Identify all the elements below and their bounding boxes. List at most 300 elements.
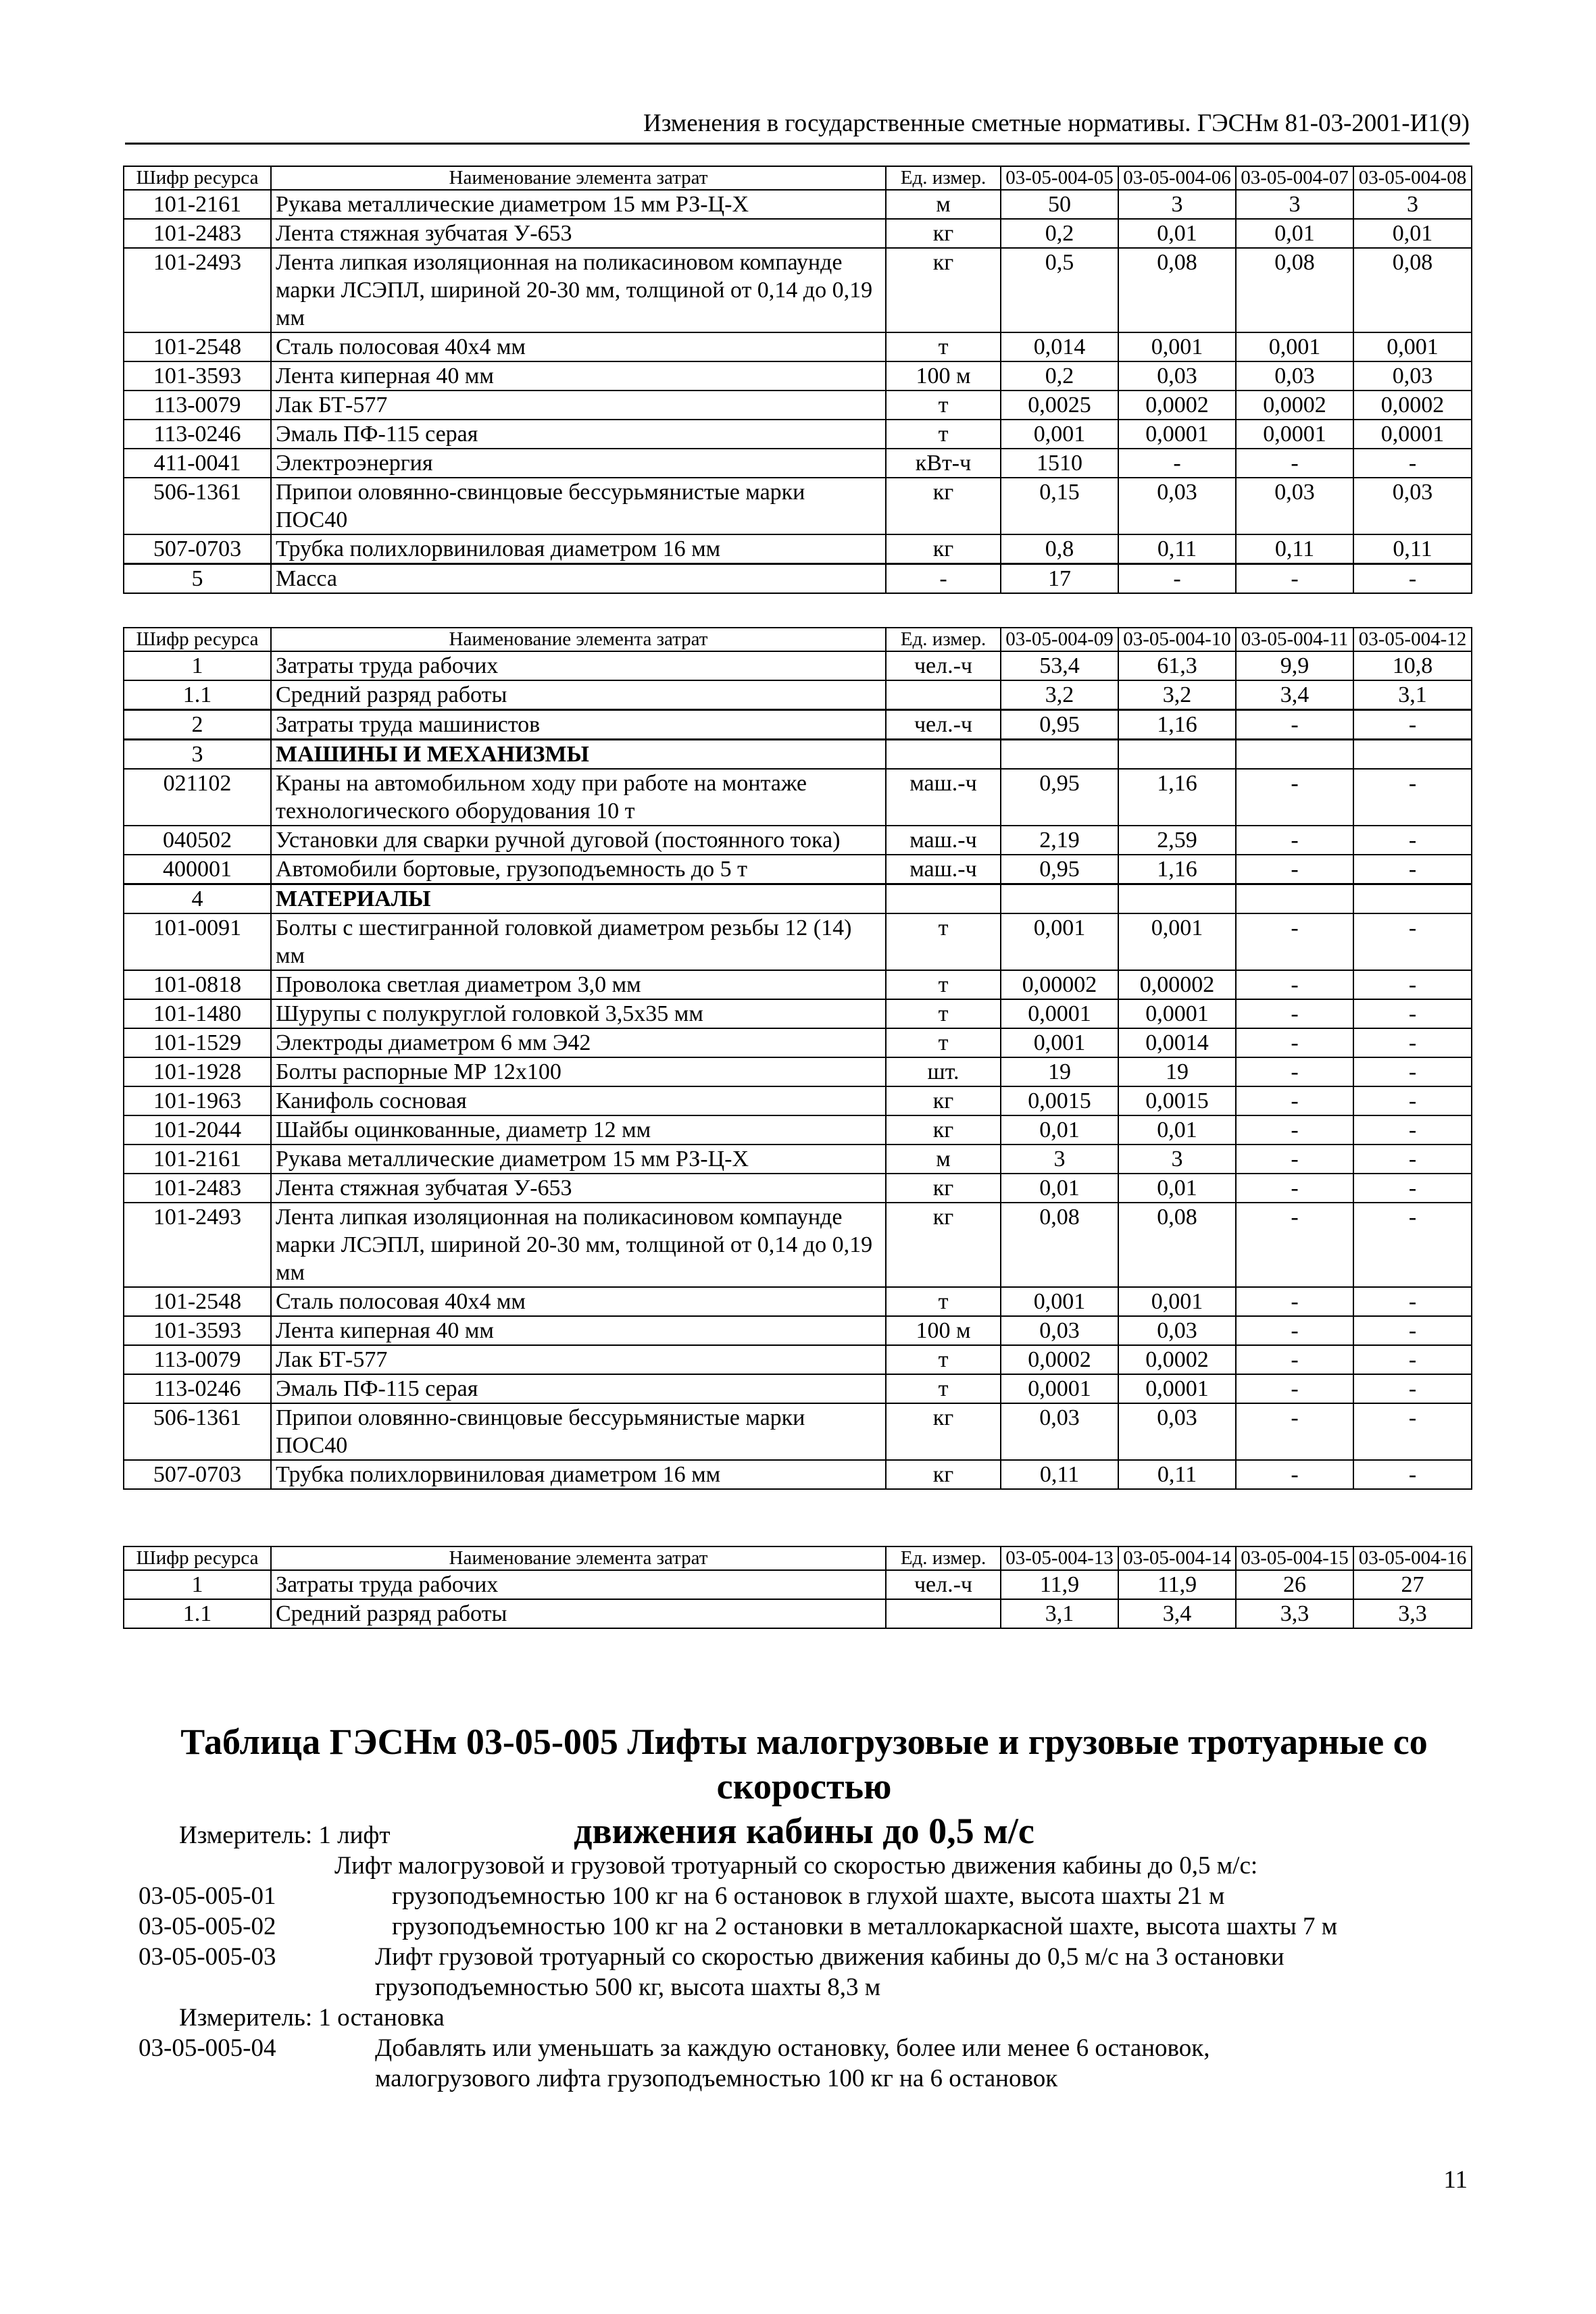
cell-value: 3,4 [1236,680,1353,710]
cell-value: 0,2 [1001,361,1118,391]
cell-value: - [1236,1287,1353,1316]
cell-name: Припои оловянно-свинцовые бессурьмянистые марки ПОС40 [271,478,886,534]
cell-name: Болты распорные МР 12х100 [271,1057,886,1086]
cell-code: 400001 [124,855,271,884]
cell-value: 0,001 [1001,913,1118,970]
cell-unit: т [886,1028,1001,1057]
cell-unit: 100 м [886,1316,1001,1345]
cell-value: 3 [1236,190,1353,219]
cell-unit [886,884,1001,914]
cell-name: Рукава металлические диаметром 15 мм РЗ-Ц-Х [271,1145,886,1174]
header-name: Наименование элемента затрат [271,1546,886,1570]
cell-code: 101-2548 [124,332,271,361]
cell-value: 0,0014 [1118,1028,1236,1057]
cell-value: 0,03 [1001,1316,1118,1345]
item-text: грузоподъемностью 100 кг на 2 остановки в металлокаркасной шахте, высота шахты 7 м [392,1913,1338,1940]
cell-code: 411-0041 [124,449,271,478]
cell-value: 2,19 [1001,826,1118,855]
cell-code: 101-2483 [124,1174,271,1203]
table-row [124,999,1472,1028]
cell-value: 0,01 [1118,219,1236,248]
cell-value: - [1236,1086,1353,1115]
cell-code: 040502 [124,826,271,855]
cell-value: 0,11 [1001,1460,1118,1489]
cell-value: - [1353,1057,1472,1086]
cell-unit: кг [886,1203,1001,1287]
header-norm-code: 03-05-004-06 [1118,166,1236,190]
table-row [124,970,1472,999]
header-name: Наименование элемента затрат [271,628,886,651]
cell-name: Эмаль ПФ-115 серая [271,1374,886,1403]
cell-name: Лента киперная 40 мм [271,1316,886,1345]
cell-value: - [1236,1174,1353,1203]
cell-name: Болты с шестигранной головкой диаметром резьбы 12 (14) мм [271,913,886,970]
cell-value: - [1353,1174,1472,1203]
cell-value: 1,16 [1118,710,1236,740]
cell-code: 507-0703 [124,534,271,564]
table-row [124,651,1472,680]
cell-value: - [1236,564,1353,594]
cell-value: - [1353,1403,1472,1460]
cell-value: 0,11 [1118,534,1236,564]
item-code: 03-05-005-02 [139,1913,276,1940]
header-norm-code: 03-05-004-07 [1236,166,1353,190]
cell-unit: т [886,391,1001,420]
cell-value: 0,03 [1001,1403,1118,1460]
resource-table-3 [123,1546,1472,1629]
table-row [124,1374,1472,1403]
cell-value: 0,03 [1353,361,1472,391]
cell-name: Лента липкая изоляционная на поликасиновом компаунде марки ЛСЭПЛ, шириной 20-30 мм, толщиной от 0,14 до 0,19 мм [271,248,886,332]
cell-value: - [1236,1374,1353,1403]
cell-name: Лента стяжная зубчатая У-653 [271,1174,886,1203]
cell-code: 506-1361 [124,478,271,534]
table-row [124,1203,1472,1287]
cell-code: 101-1480 [124,999,271,1028]
cell-name: Лента киперная 40 мм [271,361,886,391]
table-row [124,534,1472,564]
cell-value: 2,59 [1118,826,1236,855]
cell-value: 0,15 [1001,478,1118,534]
cell-code: 101-2548 [124,1287,271,1316]
cell-name: Затраты труда машинистов [271,710,886,740]
cell-value [1118,884,1236,914]
cell-name: Лента липкая изоляционная на поликасиновом компаунде марки ЛСЭПЛ, шириной 20-30 мм, толщиной от 0,14 до 0,19 мм [271,1203,886,1287]
cell-code: 101-1963 [124,1086,271,1115]
header-name: Наименование элемента затрат [271,166,886,190]
cell-unit: кг [886,1115,1001,1145]
cell-value: 0,11 [1353,534,1472,564]
table-row [124,361,1472,391]
cell-value: - [1353,826,1472,855]
cell-value: 0,0001 [1236,420,1353,449]
cell-value: 0,0001 [1001,1374,1118,1403]
cell-unit: т [886,420,1001,449]
cell-name: Канифоль сосновая [271,1086,886,1115]
section-title-line1: Таблица ГЭСНм 03-05-005 Лифты малогрузовые и грузовые тротуарные со скоростью [180,1721,1428,1807]
cell-value: 10,8 [1353,651,1472,680]
cell-unit: маш.-ч [886,769,1001,826]
cell-code: 506-1361 [124,1403,271,1460]
measure-2: Измеритель: 1 остановка [179,2004,445,2032]
cell-value: 3 [1118,190,1236,219]
cell-value: - [1353,1460,1472,1489]
cell-value: 0,0001 [1118,999,1236,1028]
cell-code: 101-2483 [124,219,271,248]
cell-value: 0,001 [1353,332,1472,361]
cell-value: 0,03 [1236,478,1353,534]
cell-value: - [1236,855,1353,884]
cell-value: 0,0002 [1001,1345,1118,1374]
cell-code: 113-0246 [124,1374,271,1403]
table-row [124,884,1472,914]
cell-value: 0,01 [1118,1174,1236,1203]
cell-value [1001,740,1118,770]
header-norm-code: 03-05-004-14 [1118,1546,1236,1570]
table-row [124,680,1472,710]
cell-code: 101-3593 [124,1316,271,1345]
cell-value: 0,001 [1236,332,1353,361]
header-unit: Ед. измер. [886,628,1001,651]
cell-value: 17 [1001,564,1118,594]
cell-value: 0,0015 [1001,1086,1118,1115]
table-row [124,1599,1472,1628]
cell-name: Электроэнергия [271,449,886,478]
cell-value: 0,03 [1118,1316,1236,1345]
header-code: Шифр ресурса [124,166,271,190]
cell-value: 0,01 [1236,219,1353,248]
intro-text: Лифт малогрузовой и грузовой тротуарный со скоростью движения кабины до 0,5 м/с: [334,1852,1258,1880]
cell-value: - [1236,1057,1353,1086]
cell-unit: кг [886,1174,1001,1203]
cell-name: Припои оловянно-свинцовые бессурьмянистые марки ПОС40 [271,1403,886,1460]
cell-code: 113-0246 [124,420,271,449]
cell-value: 3 [1353,190,1472,219]
cell-unit: кг [886,1086,1001,1115]
cell-value: - [1236,970,1353,999]
cell-name: Шайбы оцинкованные, диаметр 12 мм [271,1115,886,1145]
cell-value: - [1236,999,1353,1028]
cell-value: - [1353,564,1472,594]
cell-value: 0,01 [1353,219,1472,248]
cell-name: Сталь полосовая 40х4 мм [271,1287,886,1316]
table-row [124,478,1472,534]
header-norm-code: 03-05-004-12 [1353,628,1472,651]
measure-1: Измеритель: 1 лифт [179,1821,391,1849]
item-text: грузоподъемностью 100 кг на 6 остановок в глухой шахте, высота шахты 21 м [392,1882,1225,1910]
table-row [124,1287,1472,1316]
cell-unit: кВт-ч [886,449,1001,478]
cell-name: Средний разряд работы [271,1599,886,1628]
header-norm-code: 03-05-004-11 [1236,628,1353,651]
table-row [124,710,1472,740]
cell-unit: - [886,564,1001,594]
table-row [124,1316,1472,1345]
cell-value: 0,01 [1001,1174,1118,1203]
cell-code: 021102 [124,769,271,826]
cell-value: 27 [1353,1570,1472,1599]
table-row [124,1460,1472,1489]
cell-value: 19 [1001,1057,1118,1086]
header-code: Шифр ресурса [124,628,271,651]
cell-value: - [1236,1316,1353,1345]
cell-name: Лента стяжная зубчатая У-653 [271,219,886,248]
cell-code: 101-2161 [124,190,271,219]
table-row [124,1086,1472,1115]
cell-value: 19 [1118,1057,1236,1086]
table-row [124,1345,1472,1374]
cell-unit: т [886,913,1001,970]
cell-value: - [1353,1145,1472,1174]
cell-code: 507-0703 [124,1460,271,1489]
cell-value: 3,4 [1118,1599,1236,1628]
cell-code: 101-0091 [124,913,271,970]
cell-value: 0,03 [1236,361,1353,391]
cell-name: Рукава металлические диаметром 15 мм РЗ-Ц-Х [271,190,886,219]
cell-value: 0,03 [1118,1403,1236,1460]
cell-value: 11,9 [1118,1570,1236,1599]
cell-value: 0,08 [1118,248,1236,332]
cell-value [1236,740,1353,770]
cell-value: 0,11 [1118,1460,1236,1489]
cell-value: 0,0001 [1353,420,1472,449]
cell-value: - [1236,1145,1353,1174]
cell-unit: т [886,332,1001,361]
table-row [124,1403,1472,1460]
cell-code: 101-1928 [124,1057,271,1086]
cell-value [1353,740,1472,770]
cell-value: 0,01 [1118,1115,1236,1145]
cell-value [1001,884,1118,914]
cell-name: Установки для сварки ручной дуговой (постоянного тока) [271,826,886,855]
cell-value: 0,01 [1001,1115,1118,1145]
cell-unit: т [886,1345,1001,1374]
cell-value: 0,001 [1118,1287,1236,1316]
cell-value [1353,884,1472,914]
cell-value: 0,2 [1001,219,1118,248]
cell-value: - [1118,449,1236,478]
cell-name: Лак БТ-577 [271,391,886,420]
cell-unit: т [886,999,1001,1028]
cell-value: 0,0001 [1118,420,1236,449]
cell-value: 61,3 [1118,651,1236,680]
cell-unit: кг [886,248,1001,332]
cell-unit: м [886,190,1001,219]
cell-unit: маш.-ч [886,855,1001,884]
cell-value: 1510 [1001,449,1118,478]
cell-value [1118,740,1236,770]
cell-value: 26 [1236,1570,1353,1599]
cell-unit: кг [886,1403,1001,1460]
cell-value: - [1353,1374,1472,1403]
cell-unit: маш.-ч [886,826,1001,855]
header-norm-code: 03-05-004-09 [1001,628,1118,651]
cell-code: 101-0818 [124,970,271,999]
cell-value: 0,0001 [1118,1374,1236,1403]
cell-name: Шурупы с полукруглой головкой 3,5х35 мм [271,999,886,1028]
cell-unit: 100 м [886,361,1001,391]
cell-value: - [1236,913,1353,970]
cell-value: 3,2 [1001,680,1118,710]
item-text: Добавлять или уменьшать за каждую остановку, более или менее 6 остановок, [375,2034,1210,2062]
cell-code: 101-2161 [124,1145,271,1174]
cell-name: Средний разряд работы [271,680,886,710]
cell-unit: т [886,1374,1001,1403]
cell-unit [886,1599,1001,1628]
table-row [124,219,1472,248]
cell-value: 0,0002 [1118,1345,1236,1374]
cell-value: 3 [1118,1145,1236,1174]
cell-code: 1.1 [124,1599,271,1628]
cell-value: 0,001 [1001,1287,1118,1316]
cell-value: 0,08 [1118,1203,1236,1287]
table-header-row [124,628,1472,651]
table-row [124,391,1472,420]
header-norm-code: 03-05-004-13 [1001,1546,1118,1570]
cell-code: 1 [124,651,271,680]
cell-code: 2 [124,710,271,740]
cell-value: 0,95 [1001,769,1118,826]
cell-value: - [1236,1115,1353,1145]
cell-unit: шт. [886,1057,1001,1086]
header-text: Изменения в государственные сметные нормативы. ГЭСНм 81-03-2001-И1(9) [643,109,1470,137]
cell-code: 1.1 [124,680,271,710]
header-norm-code: 03-05-004-16 [1353,1546,1472,1570]
cell-value: 0,0001 [1001,999,1118,1028]
cell-value: - [1353,1028,1472,1057]
cell-code: 5 [124,564,271,594]
cell-value: 0,001 [1001,1028,1118,1057]
cell-value: 0,0002 [1236,391,1353,420]
cell-name: Лак БТ-577 [271,1345,886,1374]
header-unit: Ед. измер. [886,166,1001,190]
header-norm-code: 03-05-004-10 [1118,628,1236,651]
cell-unit: м [886,1145,1001,1174]
table-row [124,564,1472,594]
cell-code: 4 [124,884,271,914]
cell-value: 0,014 [1001,332,1118,361]
cell-value: 0,8 [1001,534,1118,564]
cell-value: - [1236,710,1353,740]
cell-value: 0,001 [1118,913,1236,970]
cell-value: 0,001 [1118,332,1236,361]
resource-table-1 [123,166,1472,594]
cell-value: 1,16 [1118,769,1236,826]
cell-value: - [1236,1203,1353,1287]
cell-value: 50 [1001,190,1118,219]
cell-value: 3,3 [1353,1599,1472,1628]
cell-value: 0,11 [1236,534,1353,564]
cell-name: Проволока светлая диаметром 3,0 мм [271,970,886,999]
header-code: Шифр ресурса [124,1546,271,1570]
table-row [124,248,1472,332]
cell-value: 0,001 [1001,420,1118,449]
cell-unit: кг [886,219,1001,248]
cell-name [271,884,886,914]
cell-value: - [1353,710,1472,740]
cell-unit [886,740,1001,770]
cell-value: 0,08 [1353,248,1472,332]
cell-value: - [1353,855,1472,884]
header-norm-code: 03-05-004-05 [1001,166,1118,190]
cell-value: 3,1 [1001,1599,1118,1628]
running-header [125,105,1470,145]
cell-value: 0,00002 [1118,970,1236,999]
table-row [124,1057,1472,1086]
cell-value: 53,4 [1001,651,1118,680]
cell-value: 0,5 [1001,248,1118,332]
cell-unit: т [886,970,1001,999]
cell-code: 101-2493 [124,1203,271,1287]
cell-value: 9,9 [1236,651,1353,680]
cell-value [1236,884,1353,914]
header-norm-code: 03-05-004-08 [1353,166,1472,190]
cell-name: Эмаль ПФ-115 серая [271,420,886,449]
cell-value: - [1353,913,1472,970]
cell-value: - [1236,1403,1353,1460]
cell-unit: кг [886,534,1001,564]
table-row [124,1115,1472,1145]
table-row [124,420,1472,449]
cell-name: Затраты труда рабочих [271,1570,886,1599]
cell-name: Масса [271,564,886,594]
cell-value: 0,00002 [1001,970,1118,999]
cell-value: - [1353,1287,1472,1316]
cell-value: - [1353,999,1472,1028]
table-header-row [124,166,1472,190]
table-row [124,1570,1472,1599]
cell-name [271,740,886,770]
resource-table-2 [123,627,1472,1490]
table-row [124,769,1472,826]
item-text-cont: малогрузового лифта грузоподъемностью 100 кг на 6 остановок [375,2065,1058,2092]
cell-value: 3,1 [1353,680,1472,710]
item-code: 03-05-005-03 [139,1943,276,1971]
cell-code: 101-3593 [124,361,271,391]
table-row [124,332,1472,361]
cell-unit: кг [886,478,1001,534]
item-code: 03-05-005-01 [139,1882,276,1910]
header-unit: Ед. измер. [886,1546,1001,1570]
section-heading: МАТЕРИАЛЫ [276,886,431,911]
cell-unit: кг [886,1460,1001,1489]
cell-value: 0,03 [1118,361,1236,391]
cell-value: 3,2 [1118,680,1236,710]
cell-value: - [1353,1115,1472,1145]
item-text-cont: грузоподъемностью 500 кг, высота шахты 8,3 м [375,1973,881,2001]
cell-value: 0,08 [1236,248,1353,332]
cell-code: 1 [124,1570,271,1599]
cell-value: 3 [1001,1145,1118,1174]
cell-code: 101-2044 [124,1115,271,1145]
cell-value: - [1236,1028,1353,1057]
cell-code: 113-0079 [124,391,271,420]
cell-value: 0,08 [1001,1203,1118,1287]
cell-value: 3,3 [1236,1599,1353,1628]
cell-value: - [1118,564,1236,594]
cell-value: 0,0025 [1001,391,1118,420]
cell-value: 0,0015 [1118,1086,1236,1115]
cell-value: 0,03 [1118,478,1236,534]
cell-code: 3 [124,740,271,770]
cell-value: - [1353,1203,1472,1287]
cell-name: Затраты труда рабочих [271,651,886,680]
cell-value: - [1353,449,1472,478]
header-norm-code: 03-05-004-15 [1236,1546,1353,1570]
cell-name: Трубка полихлорвиниловая диаметром 16 мм [271,534,886,564]
cell-value: - [1236,1345,1353,1374]
cell-code: 113-0079 [124,1345,271,1374]
